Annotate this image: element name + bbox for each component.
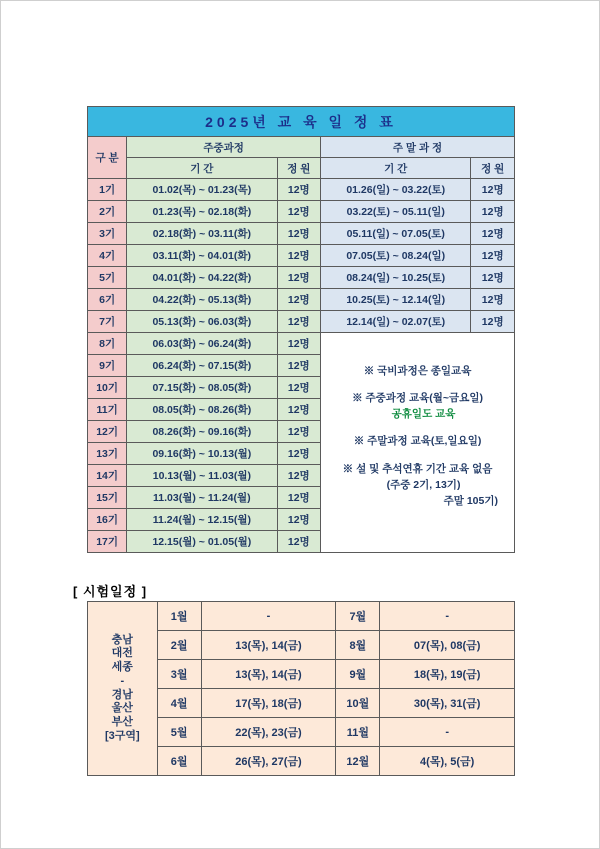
table-row: [88, 311, 515, 333]
row-weekday-period: 11.24(월) ~ 12.15(월): [127, 509, 277, 531]
header-weekend-capacity: 정 원: [471, 158, 515, 179]
row-weekend-capacity: 12명: [471, 267, 515, 289]
exam-month-left: 2월: [157, 631, 201, 660]
header-gubun: 구 분: [88, 137, 127, 179]
region-footer: [3구역]: [104, 729, 140, 742]
row-gubun: 3기: [88, 223, 127, 245]
table-row: [88, 333, 515, 355]
table-row: [88, 223, 515, 245]
row-weekday-period: 11.03(월) ~ 11.24(월): [127, 487, 277, 509]
row-gubun: 6기: [88, 289, 127, 311]
row-gubun: 15기: [88, 487, 127, 509]
row-weekday-capacity: 12명: [277, 355, 321, 377]
exam-region-cell: [88, 602, 158, 776]
row-weekday-period: 06.03(화) ~ 06.24(화): [127, 333, 277, 355]
row-weekend-period: 12.14(일) ~ 02.07(토): [321, 311, 471, 333]
row-gubun: 4기: [88, 245, 127, 267]
region-line-1: 충남: [111, 633, 133, 646]
row-weekday-period: 04.01(화) ~ 04.22(화): [127, 267, 277, 289]
row-gubun: 11기: [88, 399, 127, 421]
exam-dates-left: -: [201, 602, 336, 631]
row-weekday-period: 07.15(화) ~ 08.05(화): [127, 377, 277, 399]
exam-dates-right: 18(목), 19(금): [380, 660, 515, 689]
row-gubun: 14기: [88, 465, 127, 487]
row-weekend-period: 07.05(토) ~ 08.24(일): [321, 245, 471, 267]
exam-month-left: 5월: [157, 718, 201, 747]
row-weekday-period: 12.15(월) ~ 01.05(월): [127, 531, 277, 553]
row-weekday-period: 05.13(화) ~ 06.03(화): [127, 311, 277, 333]
exam-table: [87, 601, 515, 776]
row-weekend-period: 08.24(일) ~ 10.25(토): [321, 267, 471, 289]
row-weekday-capacity: 12명: [277, 421, 321, 443]
note-line-4: [321, 462, 514, 509]
header-weekend-course: 주 말 과 정: [321, 137, 515, 158]
row-weekday-capacity: 12명: [277, 289, 321, 311]
exam-dates-left: 13(목), 14(금): [201, 631, 336, 660]
note-line-2-text: ※ 주중과정 교육(월~금요일): [352, 392, 483, 405]
row-gubun: 1기: [88, 179, 127, 201]
region-line-6: 울산: [111, 702, 133, 715]
exam-month-left: 1월: [157, 602, 201, 631]
row-weekday-capacity: 12명: [277, 245, 321, 267]
row-weekday-period: 09.16(화) ~ 10.13(월): [127, 443, 277, 465]
exam-dates-right: -: [380, 718, 515, 747]
row-weekday-period: 03.11(화) ~ 04.01(화): [127, 245, 277, 267]
row-weekday-period: 08.05(화) ~ 08.26(화): [127, 399, 277, 421]
row-weekday-capacity: 12명: [277, 311, 321, 333]
exam-month-left: 6월: [157, 747, 201, 776]
exam-table-container: [87, 601, 515, 776]
row-gubun: 7기: [88, 311, 127, 333]
row-weekday-period: 01.02(목) ~ 01.23(목): [127, 179, 277, 201]
exam-month-right: 9월: [336, 660, 380, 689]
schedule-table-container: [87, 106, 515, 553]
region-line-5: 경남: [111, 688, 133, 701]
header-weekend-period: 기 간: [321, 158, 471, 179]
row-gubun: 16기: [88, 509, 127, 531]
exam-dates-left: 26(목), 27(금): [201, 747, 336, 776]
note-line-4-sub2: 주말 105기): [443, 494, 498, 507]
row-weekend-capacity: 12명: [471, 201, 515, 223]
header-weekday-capacity: 정 원: [277, 158, 321, 179]
row-weekday-period: 02.18(화) ~ 03.11(화): [127, 223, 277, 245]
exam-month-right: 12월: [336, 747, 380, 776]
row-weekday-period: 06.24(화) ~ 07.15(화): [127, 355, 277, 377]
row-gubun: 13기: [88, 443, 127, 465]
row-weekday-capacity: 12명: [277, 443, 321, 465]
exam-dates-left: 17(목), 18(금): [201, 689, 336, 718]
table-row: [88, 267, 515, 289]
table-row: [88, 179, 515, 201]
table-header-row-1: [88, 137, 515, 158]
row-weekend-capacity: 12명: [471, 223, 515, 245]
region-line-7: 부산: [111, 716, 133, 728]
row-weekday-capacity: 12명: [277, 267, 321, 289]
exam-month-left: 3월: [157, 660, 201, 689]
note-line-2: [321, 391, 514, 421]
row-gubun: 10기: [88, 377, 127, 399]
exam-dates-right: 07(목), 08(금): [380, 631, 515, 660]
exam-month-right: 11월: [336, 718, 380, 747]
row-gubun: 2기: [88, 201, 127, 223]
exam-section-label: [ 시험일정 ]: [73, 584, 148, 599]
table-title-row: [88, 107, 515, 137]
header-weekday-period: 기 간: [127, 158, 277, 179]
row-weekday-capacity: 12명: [277, 333, 321, 355]
note-line-2-sub: 공휴일도 교육: [391, 408, 456, 421]
exam-dates-left: 22(목), 23(금): [201, 718, 336, 747]
exam-dates-right: 30(목), 31(금): [380, 689, 515, 718]
exam-month-left: 4월: [157, 689, 201, 718]
note-line-4-text: ※ 설 및 추석연휴 기간 교육 없음: [342, 462, 493, 475]
row-weekend-capacity: 12명: [471, 311, 515, 333]
row-weekday-capacity: 12명: [277, 223, 321, 245]
note-line-4-sub: (주중 2기, 13기): [386, 478, 461, 491]
region-line-4: -: [120, 674, 125, 687]
row-weekday-period: 04.22(화) ~ 05.13(화): [127, 289, 277, 311]
row-weekend-capacity: 12명: [471, 179, 515, 201]
row-gubun: 5기: [88, 267, 127, 289]
row-weekend-period: 05.11(일) ~ 07.05(토): [321, 223, 471, 245]
page-title: 2025년 교 육 일 정 표: [88, 107, 515, 137]
row-gubun: 12기: [88, 421, 127, 443]
row-gubun: 17기: [88, 531, 127, 553]
row-weekday-capacity: 12명: [277, 201, 321, 223]
row-weekday-period: 10.13(월) ~ 11.03(월): [127, 465, 277, 487]
row-gubun: 8기: [88, 333, 127, 355]
row-weekday-capacity: 12명: [277, 179, 321, 201]
exam-dates-left: 13(목), 14(금): [201, 660, 336, 689]
row-weekday-capacity: 12명: [277, 509, 321, 531]
row-weekend-period: 10.25(토) ~ 12.14(일): [321, 289, 471, 311]
note-line-1: ※ 국비과정은 종일교육: [363, 364, 472, 377]
exam-dates-right: -: [380, 602, 515, 631]
row-weekday-capacity: 12명: [277, 465, 321, 487]
exam-month-right: 8월: [336, 631, 380, 660]
notes-panel: [321, 333, 515, 553]
row-weekday-capacity: 12명: [277, 377, 321, 399]
table-row: [88, 289, 515, 311]
exam-month-right: 10월: [336, 689, 380, 718]
row-weekend-period: 03.22(토) ~ 05.11(일): [321, 201, 471, 223]
note-line-3: ※ 주말과정 교육(토,일요일): [353, 435, 482, 448]
row-weekend-capacity: 12명: [471, 245, 515, 267]
schedule-table: [87, 106, 515, 553]
region-line-3: 세종: [111, 661, 133, 673]
row-weekday-capacity: 12명: [277, 531, 321, 553]
header-weekday-course: 주중과정: [127, 137, 321, 158]
row-gubun: 9기: [88, 355, 127, 377]
row-weekday-period: 01.23(목) ~ 02.18(화): [127, 201, 277, 223]
row-weekday-capacity: 12명: [277, 399, 321, 421]
table-row: [88, 201, 515, 223]
exam-dates-right: 4(목), 5(금): [380, 747, 515, 776]
row-weekday-period: 08.26(화) ~ 09.16(화): [127, 421, 277, 443]
table-header-row-2: [88, 158, 515, 179]
row-weekday-capacity: 12명: [277, 487, 321, 509]
row-weekend-capacity: 12명: [471, 289, 515, 311]
row-weekend-period: 01.26(일) ~ 03.22(토): [321, 179, 471, 201]
region-line-2: 대전: [111, 647, 133, 660]
table-row: [88, 245, 515, 267]
exam-row: [88, 602, 515, 631]
exam-month-right: 7월: [336, 602, 380, 631]
